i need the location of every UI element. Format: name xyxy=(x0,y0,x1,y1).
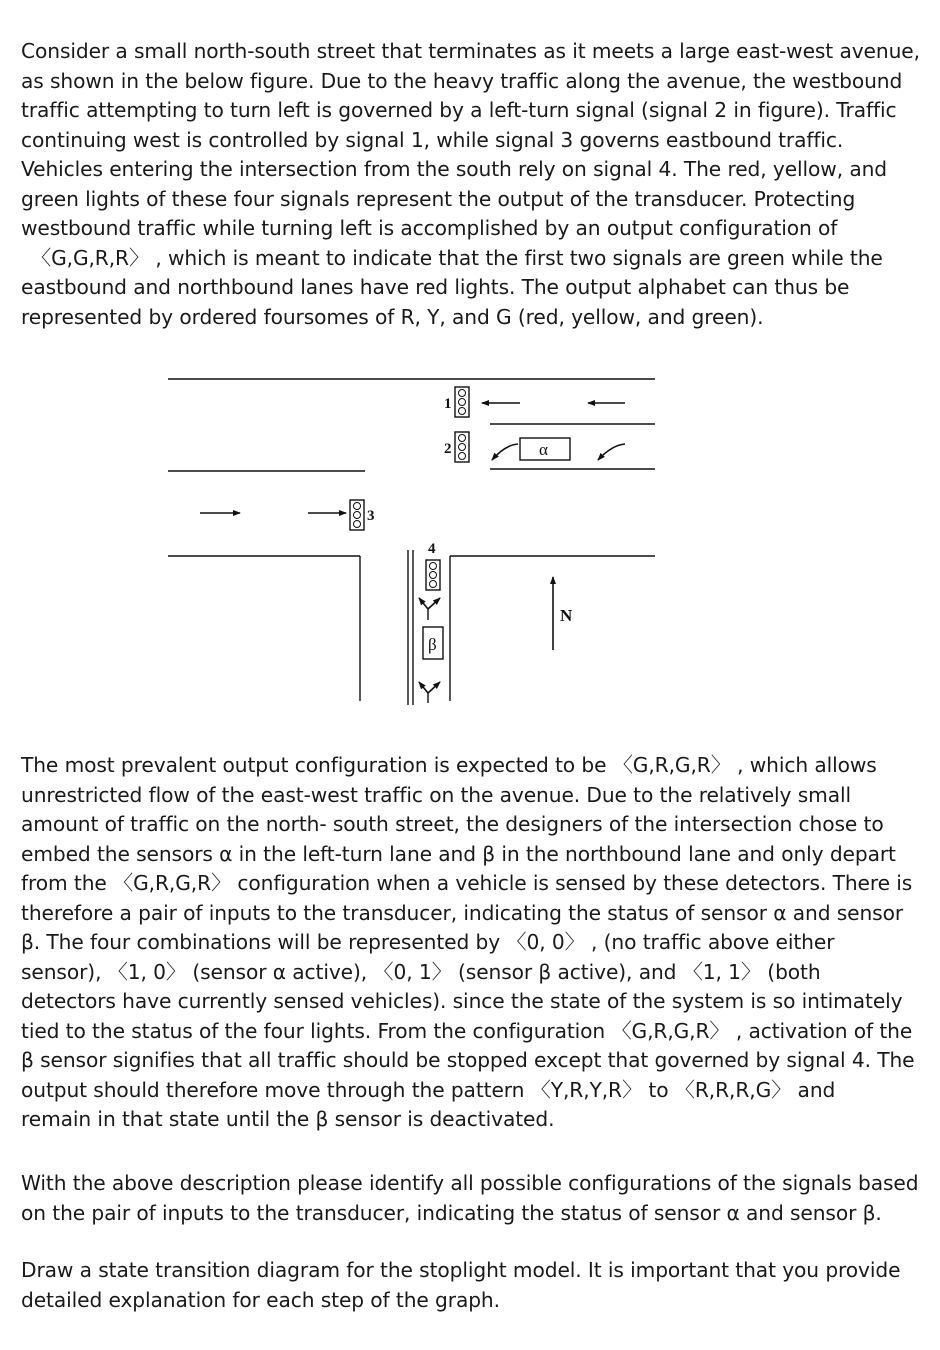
text-line: on the pair of inputs to the transducer, indicating the status of sensor α and sensor β. xyxy=(21,1200,882,1225)
text-line: embed the sensors α in the left-turn lane and β in the northbound lane and only depart xyxy=(21,841,896,866)
northbound-arrow-lower-right xyxy=(428,682,440,693)
configuration-paragraph xyxy=(21,751,921,1135)
text-line: traffic attempting to turn left is governed by a left-turn signal (signal 2 in figure). Traffic xyxy=(21,98,897,122)
signal-4-housing xyxy=(426,560,440,590)
text-line: β. The four combinations will be represented by 〈0, 0〉 , (no traffic above either xyxy=(21,930,835,954)
text-line: green lights of these four signals represent the output of the transducer. Protecting xyxy=(21,186,856,211)
text-line: sensor), 〈1, 0〉 (sensor α active), 〈0, 1〉 (sensor β active), and 〈1, 1〉 (both xyxy=(21,959,821,984)
text-line: Vehicles entering the intersection from the south rely on signal 4. The red, yellow, and xyxy=(21,157,888,181)
text-line: detectors have currently sensed vehicles). since the state of the system is so intimately xyxy=(21,989,903,1013)
text-line: tied to the status of the four lights. From the configuration 〈G,R,G,R〉 , activation of the xyxy=(21,1018,913,1043)
sensor-alpha-label: α xyxy=(539,440,548,459)
text-line: Consider a small north-south street that terminates as it meets a large east-west avenue, xyxy=(21,39,920,63)
northbound-arrow-lower-left xyxy=(419,682,428,693)
signal-1-housing xyxy=(455,387,469,417)
intro-paragraph xyxy=(21,37,921,332)
signal-1-label: 1 xyxy=(444,396,452,412)
text-line: With the above description please identify all possible configurations of the signals based xyxy=(21,1171,919,1195)
text-line: β sensor signifies that all traffic should be stopped except that governed by signal 4. The xyxy=(21,1048,915,1072)
intersection-diagram xyxy=(160,365,660,710)
northbound-arrow-upper-left xyxy=(419,598,428,609)
left-turn-arrow-1 xyxy=(492,444,518,460)
text-line: The most prevalent output configuration is expected to be 〈G,R,G,R〉 , which allows xyxy=(21,753,877,777)
text-line: as shown in the below figure. Due to the heavy traffic along the avenue, the westbound xyxy=(21,68,903,93)
text-line: continuing west is controlled by signal 1, while signal 3 governs eastbound traffic. xyxy=(21,127,844,152)
text-line: from the 〈G,R,G,R〉 configuration when a vehicle is sensed by these detectors. There is xyxy=(21,871,913,895)
text-line: eastbound and northbound lanes have red lights. The output alphabet can thus be xyxy=(21,275,850,299)
signal-2-label: 2 xyxy=(444,441,452,457)
signal-3-label: 3 xyxy=(367,508,375,524)
text-line: unrestricted flow of the east-west traffic on the avenue. Due to the relatively small xyxy=(21,782,851,807)
text-line: detailed explanation for each step of the graph. xyxy=(21,1287,500,1312)
text-line: Draw a state transition diagram for the stoplight model. It is important that you provide xyxy=(21,1258,901,1282)
text-line: 〈G,G,R,R〉 , which is meant to indicate that the first two signals are green while the xyxy=(31,245,883,270)
text-line: output should therefore move through the pattern 〈Y,R,Y,R〉 to 〈R,R,R,G〉 and xyxy=(21,1077,836,1102)
text-line: remain in that state until the β sensor is deactivated. xyxy=(21,1107,555,1131)
north-label: N xyxy=(560,606,573,625)
task-paragraph xyxy=(21,1256,921,1315)
text-line: therefore a pair of inputs to the transducer, indicating the status of sensor α and sensor xyxy=(21,900,904,925)
signal-4-label: 4 xyxy=(428,541,436,557)
text-line: represented by ordered foursomes of R, Y, and G (red, yellow, and green). xyxy=(21,304,764,329)
text-line: westbound traffic while turning left is accomplished by an output configuration of xyxy=(21,216,838,240)
northbound-arrow-upper-right xyxy=(428,598,440,609)
sensor-beta-label: β xyxy=(428,635,437,654)
question-paragraph xyxy=(21,1169,921,1228)
left-turn-arrow-2 xyxy=(598,444,625,460)
signal-2-housing xyxy=(455,432,469,462)
text-line: amount of traffic on the north- south street, the designers of the intersection chose to xyxy=(21,812,884,836)
signal-3-housing xyxy=(350,500,364,530)
